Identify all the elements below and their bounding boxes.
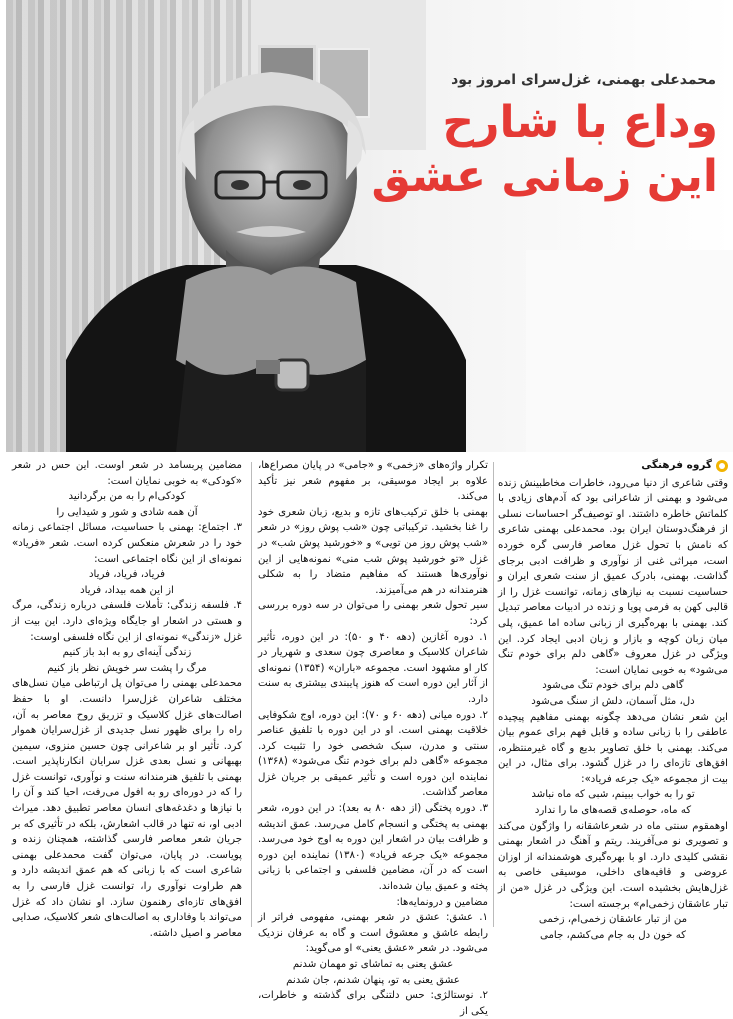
article-column-3 xyxy=(12,458,242,941)
verse-line: دل، مثل آسمان، دلش از سنگ می‌شود xyxy=(531,695,695,707)
title-line-1: وداع با شارح xyxy=(442,97,718,148)
byline xyxy=(498,458,728,474)
paragraph: ۲. نوستالژی: حس دلتنگی برای گذشته و خاطرات، یکی از xyxy=(258,990,488,1017)
paragraph: بهمنی با خلق ترکیب‌های تازه و بدیع، زبان شعری خود را غنا بخشید. ترکیباتی چون «شب پوش روز» در شعر «شب پوش روز من تویی» و «خورشید پوش شب» در غزل «تو خورشید پوش شب منی» نمونه‌هایی از این نوآوری‌ها هستند که مفاهیم متضاد را به شکلی هنرمندانه در هم می‌آمیزند. xyxy=(258,506,488,596)
paragraph: ۱. دوره آغازین (دهه ۴۰ و ۵۰): در این دوره، تأثیر شاعران کلاسیک و معاصری چون سعدی و شهریار در کار او مشهود است. مجموعه «باران» (۱۳۵۴) نمونه‌ای از آثار این دوره است که هنوز پایبندی بیشتری به سنت دارد. xyxy=(258,631,488,705)
paragraph: مضامین پربسامد در شعر اوست. این حس در شعر «کودکی» به خوبی نمایان است: xyxy=(12,460,242,487)
article-title xyxy=(306,96,718,204)
verse-line: عشق یعنی به تو، پنهان شدنم، جان شدنم xyxy=(286,974,460,986)
paragraph: ۳. اجتماع: بهمنی با حساسیت، مسائل اجتماعی زمانه خود را در شعرش منعکس کرده است. شعر «فریاد» نمونه‌ای از این نگاه اجتماعی است: xyxy=(12,522,242,565)
verse-line: فریاد، فریاد، فریاد xyxy=(89,569,165,581)
byline-bullet-icon xyxy=(716,460,728,472)
paragraph: ۲. دوره میانی (دهه ۶۰ و ۷۰): این دوره، اوج شکوفایی خلاقیت بهمنی است. او در این دوره با تلفیق عناصر سنتی و مدرن، سبک شخصی خود را تثبیت کرد. مجموعه «گاهی دلم برای خودم تنگ می‌شود» (۱۳۶۸) نماینده این دوره است و تأثیر عمیقی بر جریان غزل معاصر گذاشت. xyxy=(258,709,488,799)
paragraph: این شعر نشان می‌دهد چگونه بهمنی مفاهیم پیچیده عاطفی را با زبانی ساده و قابل فهم برای عموم بیان می‌کند. بهمنی با خلق تصاویر بدیع و گاه غیرمنتظره، افق‌های تازه‌ای را در غزل گشود. برای مثال، در این بیت از مجموعه «یک جرعه فریاد»: xyxy=(498,711,728,785)
wall-background xyxy=(526,250,733,452)
verse-line: از این همه بیداد، فریاد xyxy=(80,584,174,596)
verse-line: مرگ را پشت سر خویش نظر باز کنیم xyxy=(47,662,207,674)
paragraph: سیر تحول شعر بهمنی را می‌توان در سه دوره بررسی کرد: xyxy=(258,600,488,627)
paragraph: ۳. دوره پختگی (از دهه ۸۰ به بعد): در این دوره، شعر بهمنی به پختگی و انسجام کامل می‌رسد. عمق اندیشه و ظرافت بیان در اشعار این دوره به اوج خود می‌رسد. مجموعه «یک جرعه فریاد» (۱۳۸۰) نماینده این دوره است که در آن، مضامین فلسفی و اجتماعی با زبانی پخته و عمیق بیان شده‌اند. xyxy=(258,803,488,893)
verse-line: عشق یعنی به تماشای تو مهمان شدنم xyxy=(292,959,454,970)
paragraph: مضامین و درونمایه‌ها: xyxy=(396,896,488,908)
byline-text: گروه فرهنگی xyxy=(641,459,712,471)
paragraph: تکرار واژه‌های «زخمی» و «جامی» در پایان مصراع‌ها، علاوه بر ایجاد موسیقی، بر مفهوم شعر نیز تأکید می‌کند. xyxy=(258,460,488,503)
column-divider xyxy=(493,462,494,927)
article-supertitle: محمدعلی بهمنی، غزل‌سرای امروز بود xyxy=(451,72,716,88)
title-line-2: این زمانی عشق xyxy=(371,151,718,202)
paragraph: ۱. عشق: عشق در شعر بهمنی، مفهومی فراتر از رابطه عاشق و معشوق است و گاه به عرفان نزدیک می‌شود. در شعر «عشق یعنی» او می‌گوید: xyxy=(258,912,488,955)
paragraph: ۴. فلسفه زندگی: تأملات فلسفی درباره زندگی، مرگ و هستی در اشعار او جایگاه ویژه‌ای دارد. این بیت از غزل «زندگی» نمونه‌ای از این نگاه فلسفی اوست: xyxy=(12,600,242,643)
paragraph: محمدعلی بهمنی را می‌توان پل ارتباطی میان نسل‌های مختلف شاعران غزل‌سرا دانست. او با حفظ اصالت‌های غزل کلاسیک و تزریق روح معاصر به آن، راه را برای ظهور نسل جدیدی از غزل‌سرایان هموار کرد. تأثیر او بر شاعرانی چون حسین منزوی، سیمین بهبهانی و نسل بعدی غزل سرایان انکارناپذیر است. بهمنی با تلفیق هنرمندانه سنت و نوآوری، توانست غزل را که در دوره‌ای رو به افول می‌رفت، احیا کند و آن را با نیازها و دغدغه‌های انسان معاصر تطبیق دهد. میراث ادبی او، نه تنها در قالب اشعارش، بلکه در تأثیری که بر جریان شعر معاصر فارسی گذاشته، همچنان زنده و پویاست. در پایان، می‌توان گفت محمدعلی بهمنی شاعری است که با زبانی که هم عمق اندیشه دارد و هم طراوت نوآوری را، توانست غزل فارسی را به افق‌های تازه‌ای رهنمون سازد. او نشان داد که غزل می‌تواند با وفاداری به اصالت‌های شعر کلاسیک، صدایی معاصر و اصیل داشته. xyxy=(12,678,242,939)
verse-line: که ماه، حوصله‌ی قصه‌های ما را ندارد xyxy=(534,805,692,817)
article-column-1 xyxy=(498,458,728,943)
paragraph: وقتی شاعری از دنیا می‌رود، خاطرات مخاطبینش زنده می‌شود و بهمنی از شاعرانی بود که آدم‌های زیادی با کلماتش خاطره داشتند. او توصیف‌گر احساسات نسلی از فرهنگ‌دوستان ایران بود. محمدعلی بهمنی شاعری که نامش با تحول غزل معاصر فارسی گره خورده است، میراثی غنی از نوآوری و ظرافت ادبی برجای گذاشت. بهمنی، بادرک عمیق از سنت شعری ایران و حساسیت نسبت به نیازهای زمانه، توانست غزل را از قالبی کهن به فرمی پویا و زنده در ادبیات معاصر تبدیل کند. بهمنی با بهره‌گیری از زبانی ساده اما عمیق، پلی میان زبان کوچه و بازار و زبان ادبی ایجاد کرد. این ویژگی در غزل معروف «گاهی دلم برای خودم تنگ می‌شود» به خوبی نمایان است: xyxy=(498,477,728,676)
verse-line: کودکی‌ام را به من برگردانید xyxy=(68,491,186,503)
verse-line: که خون دل به جام می‌کشم، جامی xyxy=(539,929,687,941)
verse-line: گاهی دلم برای خودم تنگ می‌شود xyxy=(542,680,684,692)
verse-line: من از تبار عاشقان زخمی‌ام، زخمی xyxy=(538,914,688,926)
hero-photo xyxy=(6,0,733,452)
paragraph: اوهمقوم سنتی ماه در شعرعاشقانه را واژگون می‌کند و تصویری نو می‌آفریند. ریتم و آهنگ در اشعار بهمنی نقشی کلیدی دارد. او با بهره‌گیری هوشمندانه از اوزان عروضی و قافیه‌های داخلی، موسیقی خاصی به غزل‌هایش بخشیده است. این ویژگی در غزل «من از تبار عاشقان زخمی‌ام» برجسته است: xyxy=(498,820,728,910)
verse-line: آن همه شادی و شور و شیدایی را xyxy=(56,506,198,518)
verse-line: زندگی آینه‌ای رو به ابد باز کنیم xyxy=(62,647,192,659)
column-divider xyxy=(251,462,252,927)
verse-line: تو را به خواب ببینم، شبی که ماه نباشد xyxy=(531,789,695,801)
